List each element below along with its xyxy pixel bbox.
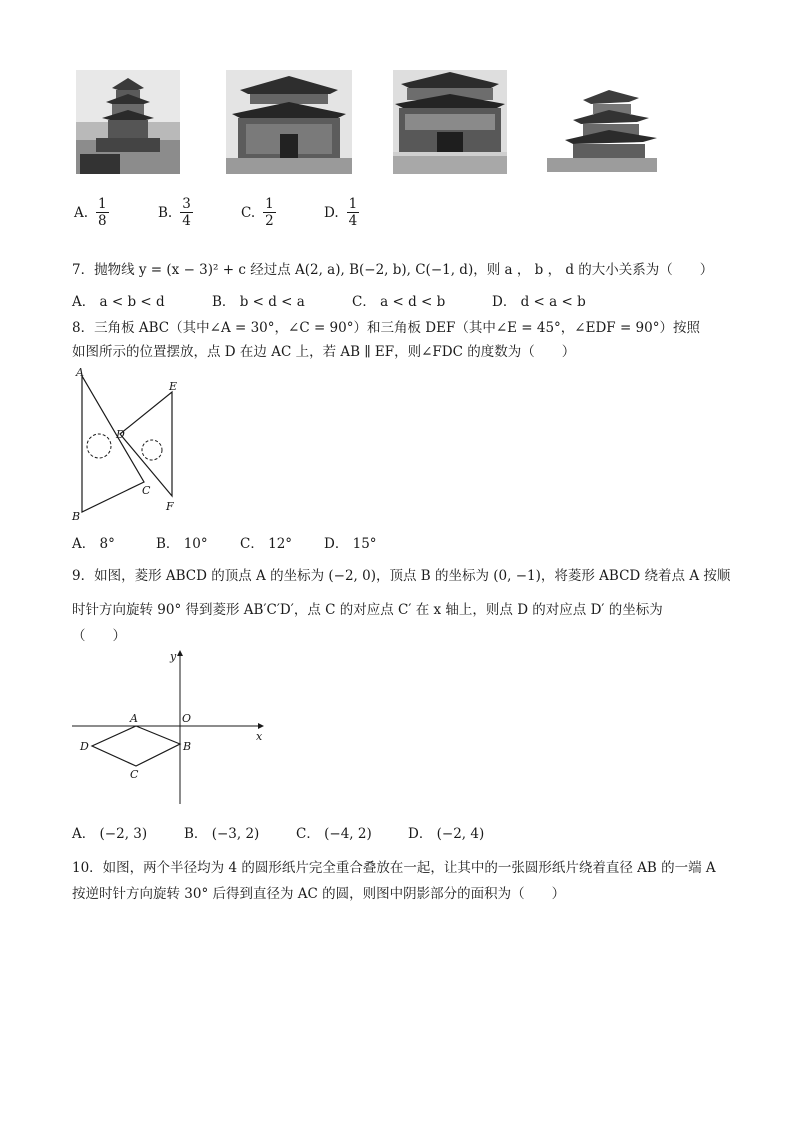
q8-option-b[interactable]: B． 10° — [156, 536, 208, 552]
q9-label-d: D — [80, 740, 89, 753]
q9-option-b[interactable]: B． (−3, 2) — [184, 826, 260, 842]
q8-label-f: F — [166, 500, 174, 513]
q6-option-c[interactable] — [241, 196, 276, 229]
q6-option-letter: C. — [241, 204, 256, 221]
q8-label-c: C — [142, 484, 151, 497]
q8-label-d: D — [116, 428, 125, 441]
q7-option-c[interactable]: C． a < d < b — [352, 294, 446, 310]
q8-triangle-figure — [68, 364, 192, 528]
q9-label-a: A — [130, 712, 138, 725]
q6-option-fraction: $\frac{3}{4}$ — [182, 196, 191, 229]
q6-option-fraction: $\frac{1}{8}$ — [98, 196, 107, 229]
q8-option-a[interactable]: A． 8° — [72, 536, 115, 552]
q8-option-d[interactable]: D． 15° — [324, 536, 377, 552]
q9-option-d[interactable]: D． (−2, 4) — [408, 826, 485, 842]
building-photo-4 — [543, 70, 669, 174]
q9-stem-line-2: 时针方向旋转 90° 得到菱形 AB′C′D′，点 C 的对应点 C′ 在 x 轴上，则点 D 的对应点 D′ 的坐标为 — [72, 602, 663, 618]
q8-option-c[interactable]: C． 12° — [240, 536, 293, 552]
building-photo-1 — [76, 70, 180, 174]
q8-label-a: A — [76, 366, 84, 379]
q9-option-c[interactable]: C． (−4, 2) — [296, 826, 372, 842]
q9-stem-line-1: 9．如图，菱形 ABCD 的顶点 A 的坐标为 (−2, 0)，顶点 B 的坐标为 (0, −1)，将菱形 ABCD 绕着点 A 按顺 — [72, 568, 731, 584]
q6-option-d[interactable] — [324, 196, 359, 229]
q9-option-a[interactable]: A． (−2, 3) — [72, 826, 148, 842]
q7-option-d[interactable]: D． d < a < b — [492, 294, 586, 310]
q6-option-fraction: $\frac{1}{4}$ — [348, 196, 358, 229]
q6-option-a[interactable] — [74, 196, 109, 229]
q6-option-letter: B. — [158, 204, 173, 221]
q8-stem-line-1: 8．三角板 ABC（其中∠A = 30°，∠C = 90°）和三角板 DEF（其中∠E = 45°，∠EDF = 90°）按照 — [72, 320, 700, 336]
q6-option-letter: A. — [74, 204, 89, 221]
building-photo-3 — [393, 70, 507, 174]
q7-stem: 7．抛物线 y = (x − 3)² + c 经过点 A(2, a), B(−2, b), C(−1, d)，则 a ， b ， d 的大小关系为（ ） — [72, 262, 714, 278]
building-photo-2 — [226, 70, 352, 174]
q9-coordinate-figure — [72, 648, 272, 812]
q9-stem-line-3: （ ） — [72, 628, 126, 644]
q10-stem-line-2: 按逆时针方向旋转 30° 后得到直径为 AC 的圆，则图中阴影部分的面积为（ ） — [72, 886, 566, 902]
q6-option-b[interactable] — [158, 196, 193, 229]
q8-label-b: B — [72, 510, 81, 523]
q9-label-y: y — [170, 650, 177, 663]
q10-stem-line-1: 10．如图，两个半径均为 4 的圆形纸片完全重合叠放在一起，让其中的一张圆形纸片绕着直径 AB 的一端 A — [72, 860, 716, 876]
q9-label-c: C — [130, 768, 139, 781]
q8-stem-line-2: 如图所示的位置摆放，点 D 在边 AC 上，若 AB ∥ EF，则∠FDC 的度数为（ ） — [72, 344, 576, 360]
q9-label-b: B — [183, 740, 192, 753]
q7-option-a[interactable]: A． a < b < d — [72, 294, 165, 310]
q9-label-o: O — [182, 712, 192, 725]
q6-option-fraction: $\frac{1}{2}$ — [265, 196, 274, 229]
q6-option-letter: D. — [324, 204, 339, 221]
q8-label-e: E — [169, 380, 178, 393]
q7-option-b[interactable]: B． b < d < a — [212, 294, 305, 310]
q9-label-x: x — [256, 730, 263, 743]
